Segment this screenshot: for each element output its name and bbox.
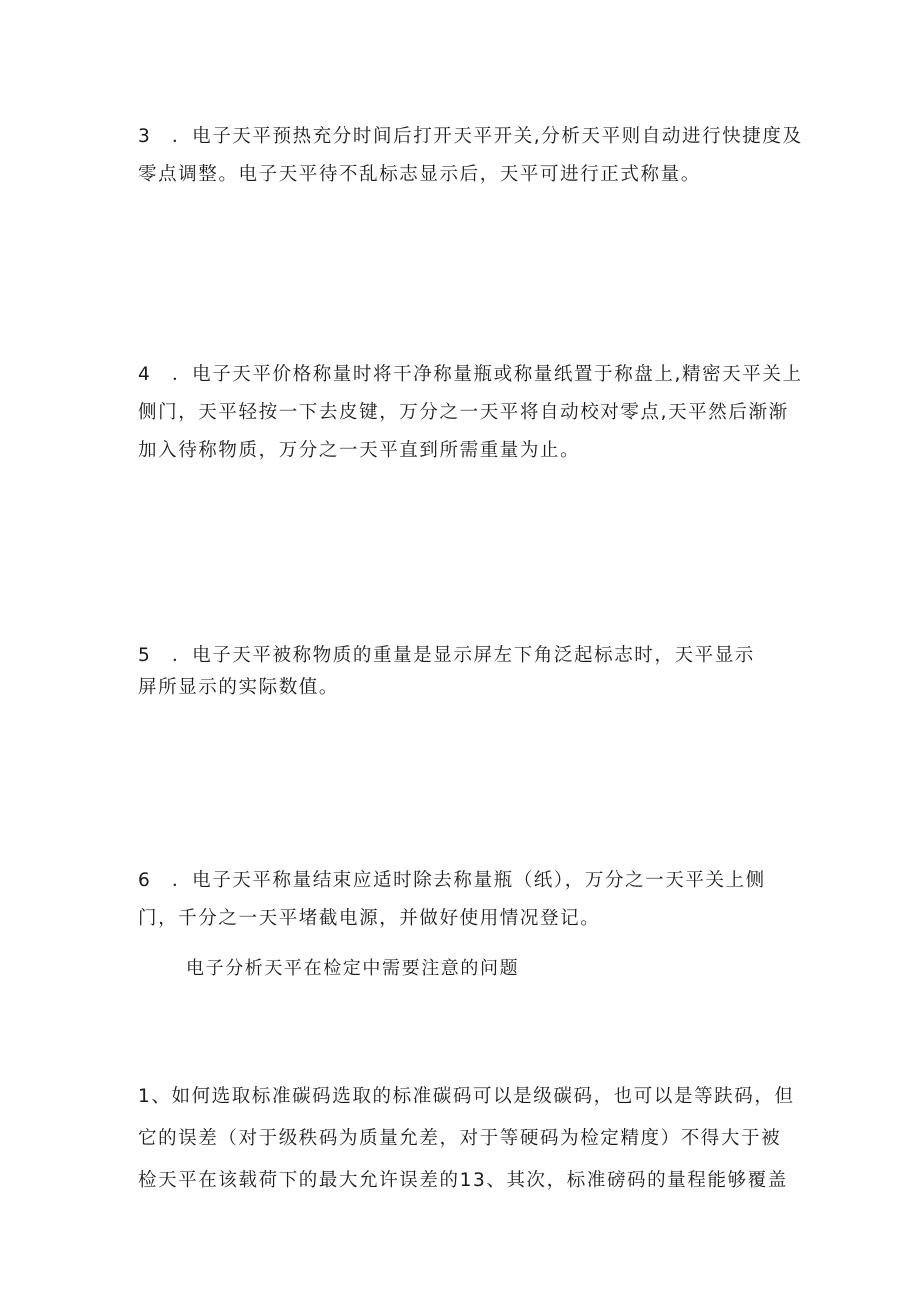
paragraph-line [138,862,798,900]
paragraph-number: 3 [138,126,152,147]
paragraph-text: ．电子天平称量结束应适时除去称量瓶（纸），万分之一天平关上侧 [172,870,766,891]
paragraph-number: 5 [138,645,152,666]
paragraph-line: 1、如何选取标准碳码选取的标准碳码可以是级碳码，也可以是等趺码，但 [138,1086,795,1107]
paragraph-text: ．电子天平被称物质的重量是显示屏左下角泛起标志时，天平显示 [172,645,755,666]
paragraph-6 [138,862,798,938]
paragraph-line: 屏所显示的实际数值。 [138,677,340,698]
section-paragraph [138,1076,798,1202]
paragraph-line: 加入待称物质，万分之一天平直到所需重量为止。 [138,440,581,461]
paragraph-text: ．电子天平价格称量时将干净称量瓶或称量纸置于称盘上,精密天平关上 [172,364,803,385]
paragraph-line: 侧门，天平轻按一下去皮键，万分之一天平将自动校对零点,天平然后渐渐 [138,402,789,423]
paragraph-number: 4 [138,364,152,385]
paragraph-line [138,118,803,156]
paragraph-line: 它的误差（对于级秩码为质量允差，对于等硬码为检定精度）不得大于被 [138,1128,782,1149]
paragraph-line [138,356,803,394]
paragraph-line: 检天平在该载荷下的最大允许误差的13、其次，标准磅码的量程能够覆盖 [138,1170,788,1191]
paragraph-4 [138,356,803,470]
paragraph-line: 门，千分之一天平堵截电源，并做好使用情况登记。 [138,908,601,929]
paragraph-text: ．电子天平预热充分时间后打开天平开关,分析天平则自动进行快捷度及 [172,126,803,147]
paragraph-line [138,640,798,672]
paragraph-5 [138,640,798,704]
paragraph-line: 零点调整。电子天平待不乱标志显示后，天平可进行正式称量。 [138,164,701,185]
paragraph-3 [138,118,803,194]
paragraph-number: 6 [138,870,152,891]
section-heading: 电子分析天平在检定中需要注意的问题 [186,958,520,979]
